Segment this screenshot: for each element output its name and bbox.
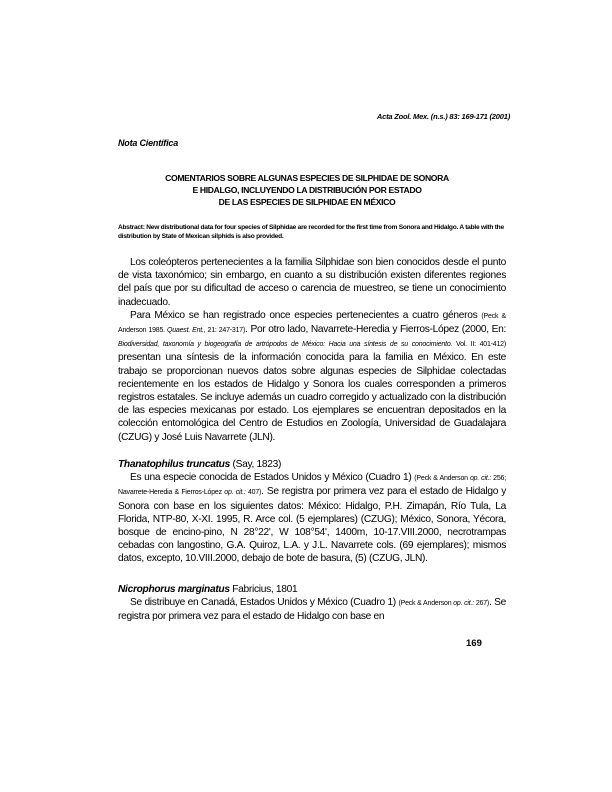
journal-citation: Acta Zool. Mex. (n.s.) 83: 169-171 (2001) bbox=[376, 112, 510, 121]
reference-peck-anderson: (Peck & Anderson 1985. bbox=[118, 312, 506, 335]
species-authority: Fabricius, 1801 bbox=[229, 584, 298, 595]
species-section-nicrophorus bbox=[118, 583, 506, 624]
intro-paragraph-1: Los coleópteros pertenecientes a la familia Silphidae son bien conocidos desde el punto de vista taxonómico; sin embargo, en cuanto a su distribución existen diferentes regiones del país que por su dificultad de acceso o carencia de muestreo, se tiene un conocimiento inadecuado. bbox=[118, 257, 506, 308]
intro-p2-text-b: . Por otro lado, Navarrete-Heredia y Fierros-López (2000, En: bbox=[245, 324, 507, 336]
species-name: Nicrophorus marginatus bbox=[118, 584, 230, 595]
species-text-a: Es una especie conocida de Estados Unidos y México (Cuadro 1) bbox=[130, 472, 415, 484]
title-line-2: E HIDALGO, INCLUYENDO LA DISTRIBUCIÓN POR ESTADO bbox=[192, 185, 422, 195]
section-label: Nota Científica bbox=[118, 138, 179, 148]
reference-a-end: 256; Navarrete-Heredia & Fierros-López bbox=[118, 475, 506, 497]
abstract-label: Abstract: bbox=[118, 224, 145, 231]
page-number: 169 bbox=[466, 638, 482, 649]
reference-b-opcit: op. cit.: bbox=[224, 489, 246, 497]
title-line-3: DE LAS ESPECIES DE SILPHIDAE EN MÉXICO bbox=[218, 197, 396, 207]
species-paragraph bbox=[118, 471, 506, 565]
intro-p2-text-c: presentan una síntesis de la información conocida para la familia en México. En este trabajo se proporcionan nuevos datos sobre algunas especies de Silphidae colectadas recientemente en los estados de Hidalgo y Sonora los cuales corresponden a primeros registros estatales. Se incluye además un cuadro corregido y actualizado con la distribución de las especies mexicanas por estado. Los ejemplares se encuentran depositados en la colección entomológica del Centro de Estudios en Zoología, Universidad de Guadalajara (CZUG) y José Luis Navarrete (JLN). bbox=[118, 352, 506, 443]
reference-a: (Peck & Anderson bbox=[414, 475, 470, 483]
species-heading bbox=[118, 458, 506, 471]
species-name: Thanatophilus truncatus bbox=[118, 459, 230, 470]
species-authority: (Say, 1823) bbox=[229, 459, 282, 470]
article-title bbox=[112, 172, 502, 208]
reference-journal: Quaest. Ent., bbox=[166, 327, 206, 335]
species-heading bbox=[118, 583, 506, 596]
species-section-thanatophilus bbox=[118, 458, 506, 566]
reference-pages: 21: 247-317) bbox=[205, 327, 246, 335]
reference-a-end: 267) bbox=[474, 600, 490, 608]
species-text-b: . Se registra por primera vez para el estado de Hidalgo con base en bbox=[118, 597, 507, 623]
introduction bbox=[118, 256, 506, 444]
reference-b-end: 407) bbox=[245, 489, 262, 497]
reference-a-opcit: op. cit.: bbox=[453, 600, 475, 608]
reference-a: (Peck & Anderson bbox=[398, 600, 454, 608]
title-line-1: COMENTARIOS SOBRE ALGUNAS ESPECIES DE SILPHIDAE DE SONORA bbox=[165, 173, 449, 183]
intro-paragraph-2 bbox=[118, 309, 506, 444]
species-paragraph bbox=[118, 596, 506, 623]
intro-p2-text-a: Para México se han registrado once especies pertenecientes a cuatro géneros bbox=[130, 309, 482, 321]
reference-a-opcit: op. cit.: bbox=[469, 475, 492, 483]
reference-book-title: Biodiversidad, taxonomía y biogeografía de artrópodos de México: Hacia una síntesis de su conocimiento. bbox=[118, 341, 453, 349]
species-text-b: . Se registra por primera vez para el estado de Hidalgo y Sonora con base en los siguientes datos: México: Hidalgo, P.H. Zimapán, Río Tula, La Florida, NTP-80, X-XI. 1995, R. Arce col. (5 ejemplares) (CZUG); México, Sonora, Yécora, bosque de encino-pino, N 28°22', W 108°54', 1400m, 10-17.VIII.2000, necrotrampas cebadas con langostino, G.A. Quiroz, L.A. y J.L. Navarrete cols. (69 ejemplares); mismos datos, excepto, 10.VIII.2000, debajo de bote de basura, (5) (CZUG, JLN). bbox=[118, 486, 506, 565]
species-text-a: Se distribuye en Canadá, Estados Unidos y México (Cuadro 1) bbox=[130, 597, 399, 609]
abstract bbox=[118, 223, 506, 241]
abstract-text: New distributional data for four species of Silphidae are recorded for the first time from Sonora and Hidalgo. A table with the distribution by State of Mexican silphids is also provided. bbox=[118, 224, 504, 241]
reference-book-pages: Vol. II: 401-412) bbox=[452, 341, 506, 349]
